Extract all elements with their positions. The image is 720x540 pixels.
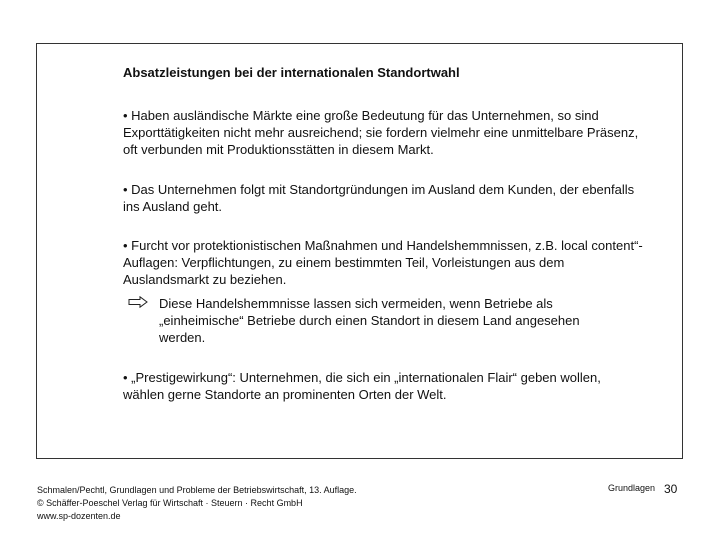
bullet-foreign-markets: • Haben ausländische Märkte eine große Bedeutung für das Unternehmen, so sind Exporttätigkeiten nicht mehr ausreichend; sie fordern vielmehr eine unmittelbare Präsenz, oft verbunden mit Produktionsstätten in diesem Markt. [123,108,639,157]
slide-title: Absatzleistungen bei der internationalen Standortwahl [123,65,460,80]
consequence-text: Diese Handelshemmnisse lassen sich vermeiden, wenn Betriebe als „einheimische“ Betriebe durch einen Standort in diesem Land angesehen werden. [159,296,580,345]
website-link: www.sp-dozenten.de [37,511,121,521]
bullet-follow-customer: • Das Unternehmen folgt mit Standortgründungen im Ausland dem Kunden, der ebenfalls ins Ausland geht. [123,182,635,214]
bullet-prestige: • „Prestigewirkung“: Unternehmen, die sich ein „internationalen Flair“ geben wollen, wählen gerne Standorte an prominenten Orten der Welt. [123,370,601,402]
right-arrow-icon [128,296,148,308]
page-number: 30 [664,482,678,496]
footer-citation [37,484,357,523]
copyright-line: © Schäffer-Poeschel Verlag für Wirtschaft · Steuern · Recht GmbH [37,498,303,508]
citation-line: Schmalen/Pechtl, Grundlagen und Probleme der Betriebswirtschaft, 13. Auflage. [37,485,357,495]
bullet-protectionism: • Furcht vor protektionistischen Maßnahmen und Handelshemmnissen, z.B. local content“- Auflagen: Verpflichtungen, zu einem bestimmten Teil, Vorleistungen aus dem Auslandsmarkt zu beziehen. [123,238,643,287]
section-label: Grundlagen [608,483,656,493]
